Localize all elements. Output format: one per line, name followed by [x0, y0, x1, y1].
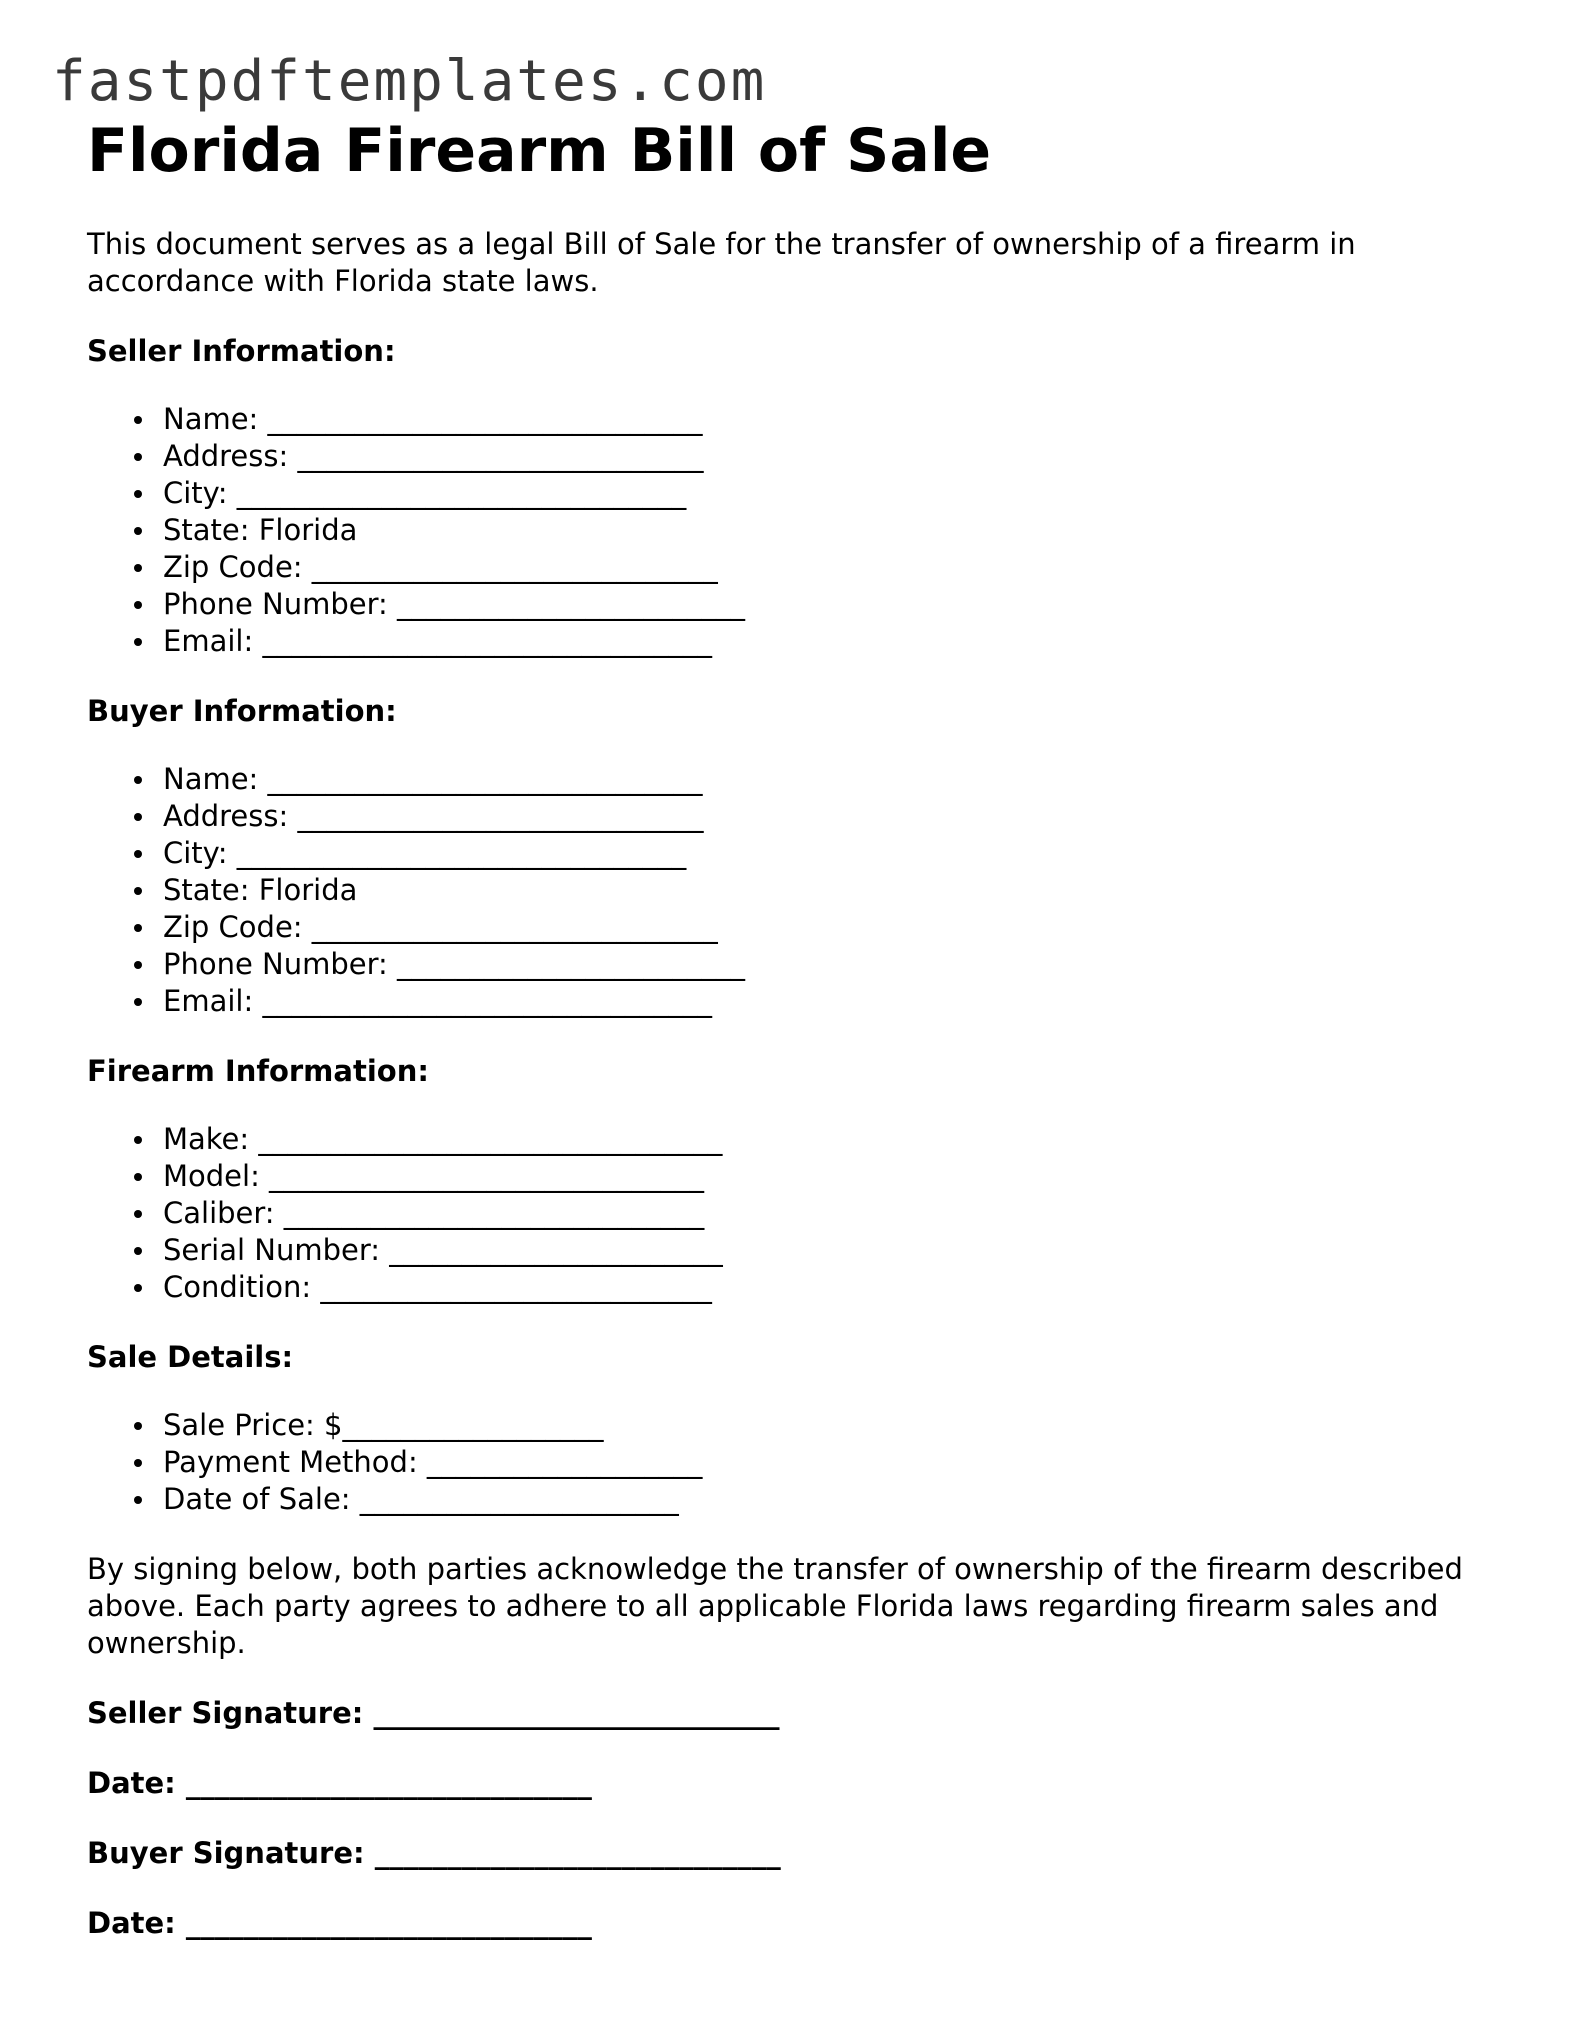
buyer-fields	[87, 761, 1487, 1020]
buyer-phone-field: Phone Number: ________________________	[163, 946, 1487, 983]
seller-address-field: Address: ____________________________	[163, 438, 1487, 475]
sale-price-field: Sale Price: $__________________	[163, 1407, 1487, 1444]
buyer-section	[87, 693, 1487, 1020]
seller-date-line: Date: ____________________________	[87, 1766, 592, 1800]
document-page	[87, 112, 1487, 1942]
buyer-city-field: City: _______________________________	[163, 835, 1487, 872]
document-title: Florida Firearm Bill of Sale	[87, 116, 992, 186]
firearm-condition-field: Condition: ___________________________	[163, 1269, 1487, 1306]
firearm-model-field: Model: ______________________________	[163, 1158, 1487, 1195]
sale-section	[87, 1339, 1487, 1518]
intro-paragraph: This document serves as a legal Bill of Sale for the transfer of ownership of a firearm in accordance with Florida state laws.	[87, 227, 1356, 298]
firearm-fields	[87, 1121, 1487, 1306]
seller-fields	[87, 401, 1487, 660]
buyer-heading: Buyer Information:	[87, 694, 397, 728]
seller-heading: Seller Information:	[87, 334, 396, 368]
signature-section	[87, 1695, 1487, 1942]
firearm-heading: Firearm Information:	[87, 1054, 429, 1088]
sale-fields	[87, 1407, 1487, 1518]
date-of-sale-field: Date of Sale: ______________________	[163, 1481, 1487, 1518]
payment-method-field: Payment Method: ___________________	[163, 1444, 1487, 1481]
buyer-state-field: State: Florida	[163, 872, 1487, 909]
watermark-text: fastpdftemplates.com	[52, 49, 767, 114]
firearm-caliber-field: Caliber: _____________________________	[163, 1195, 1487, 1232]
seller-section	[87, 333, 1487, 660]
seller-state-field: State: Florida	[163, 512, 1487, 549]
buyer-name-field: Name: ______________________________	[163, 761, 1487, 798]
seller-email-field: Email: _______________________________	[163, 623, 1487, 660]
buyer-zip-field: Zip Code: ____________________________	[163, 909, 1487, 946]
seller-phone-field: Phone Number: ________________________	[163, 586, 1487, 623]
firearm-make-field: Make: ________________________________	[163, 1121, 1487, 1158]
seller-signature-line: Seller Signature: ____________________________	[87, 1696, 780, 1730]
buyer-signature-line: Buyer Signature: ____________________________	[87, 1836, 781, 1870]
firearm-serial-field: Serial Number: _______________________	[163, 1232, 1487, 1269]
buyer-email-field: Email: _______________________________	[163, 983, 1487, 1020]
seller-city-field: City: _______________________________	[163, 475, 1487, 512]
sale-heading: Sale Details:	[87, 1340, 294, 1374]
buyer-address-field: Address: ____________________________	[163, 798, 1487, 835]
seller-name-field: Name: ______________________________	[163, 401, 1487, 438]
closing-paragraph: By signing below, both parties acknowledge the transfer of ownership of the firearm described above. Each party agrees to adhere to all applicable Florida laws regarding firearm sales and ownership.	[87, 1552, 1463, 1660]
firearm-section	[87, 1053, 1487, 1306]
buyer-date-line: Date: ____________________________	[87, 1906, 592, 1940]
seller-zip-field: Zip Code: ____________________________	[163, 549, 1487, 586]
